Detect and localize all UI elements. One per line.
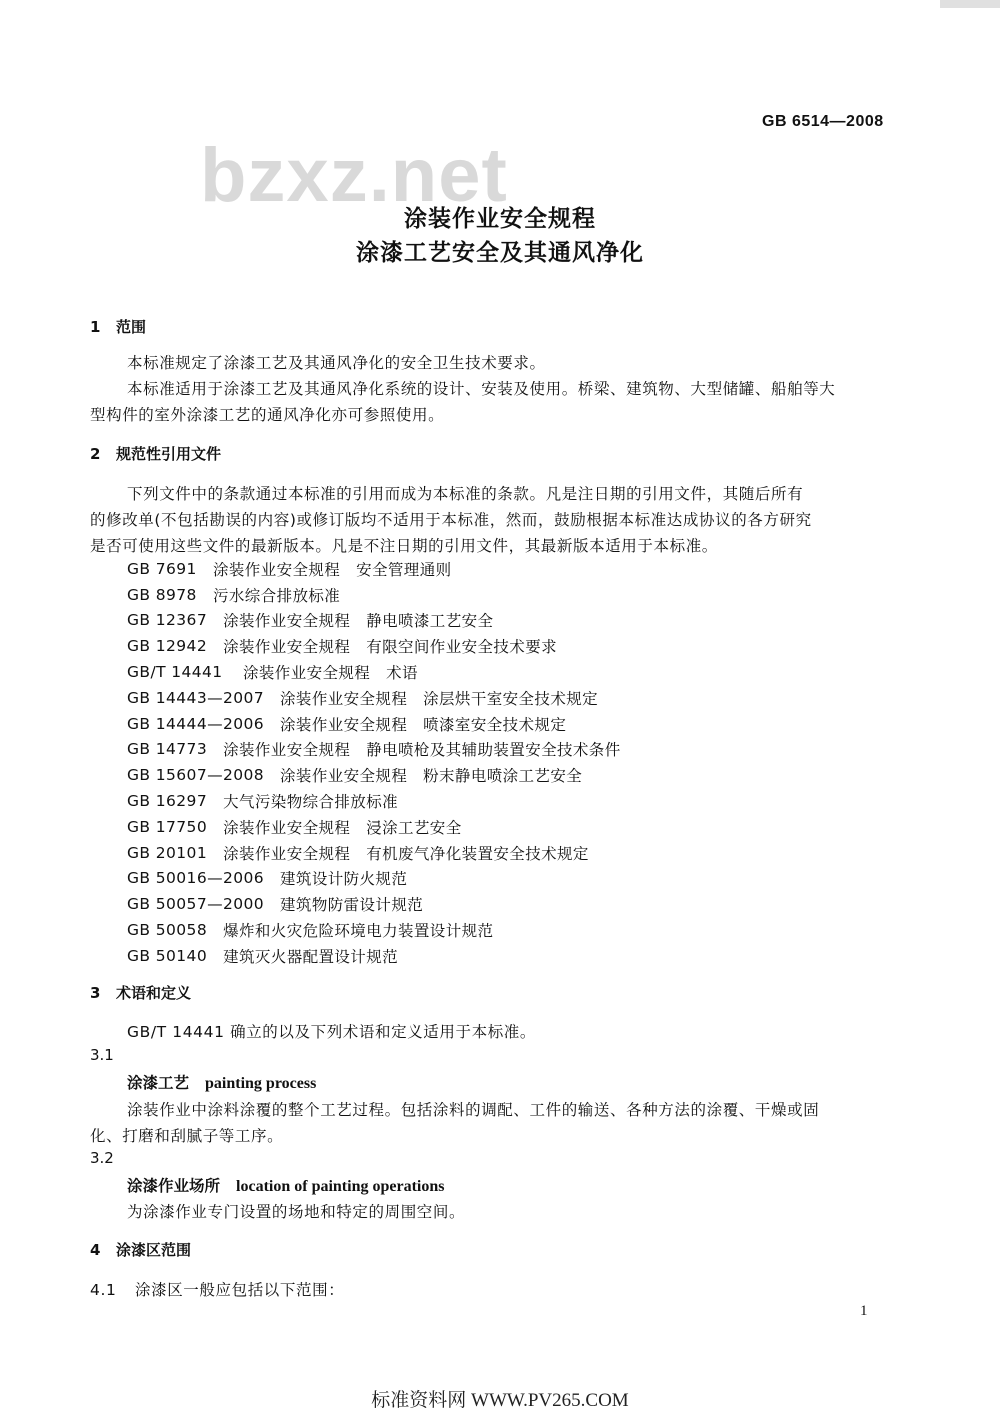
term-english: painting process — [205, 1075, 317, 1092]
reference-item — [127, 866, 621, 892]
paragraph: 下列文件中的条款通过本标准的引用而成为本标准的条款。凡是注日期的引用文件，其随后所有 — [127, 485, 804, 503]
reference-code: GB 12942 — [127, 637, 208, 656]
reference-title: 建筑设计防火规范 — [280, 870, 408, 889]
reference-item — [127, 814, 621, 840]
reference-code: GB 50140 — [127, 946, 208, 965]
reference-code: GB 20101 — [127, 843, 208, 862]
page-number: 1 — [860, 1303, 868, 1319]
reference-list — [127, 556, 621, 969]
top-corner-mark — [940, 0, 1000, 8]
reference-code: GB 8978 — [127, 585, 197, 604]
reference-item — [127, 685, 621, 711]
reference-code: GB 15607—2008 — [127, 766, 265, 785]
term-chinese: 涂漆作业场所 — [127, 1177, 221, 1195]
reference-title: 涂装作业安全规程 有限空间作业安全技术要求 — [223, 638, 557, 657]
clause-number: 4.1 — [90, 1281, 117, 1299]
reference-code: GB 14444—2006 — [127, 714, 265, 733]
footer-watermark: 标准资料网 WWW.PV265.COM — [371, 1390, 629, 1411]
clause-text: 涂漆区一般应包括以下范围： — [135, 1281, 345, 1299]
term-english: location of painting operations — [236, 1178, 445, 1195]
term-heading — [127, 1174, 444, 1196]
clause-4-1 — [90, 1278, 344, 1300]
section-number: 1 — [90, 318, 101, 336]
reference-code: GB 12367 — [127, 611, 208, 630]
section-title: 术语和定义 — [116, 984, 192, 1002]
reference-title: 涂装作业安全规程 粉末静电喷涂工艺安全 — [280, 767, 583, 786]
reference-item — [127, 556, 621, 582]
reference-title: 建筑灭火器配置设计规范 — [223, 947, 398, 966]
section-4-heading — [90, 1239, 191, 1260]
paragraph-continuation: 的修改单(不包括勘误的内容)或修订版均不适用于本标准，然而，鼓励根据本标准达成协议的各方研究 — [90, 511, 812, 529]
reference-title: 涂装作业安全规程 有机废气净化装置安全技术规定 — [223, 844, 589, 863]
paragraph: 本标准规定了涂漆工艺及其通风净化的安全卫生技术要求。 — [127, 354, 546, 372]
reference-item — [127, 762, 621, 788]
reference-code: GB 7691 — [127, 559, 197, 578]
reference-title: 涂装作业安全规程 安全管理通则 — [213, 560, 452, 579]
document-subtitle: 涂漆工艺安全及其通风净化 — [356, 240, 644, 266]
reference-item — [127, 608, 621, 634]
reference-code: GB 14773 — [127, 740, 208, 759]
section-number: 4 — [90, 1241, 101, 1259]
reference-code: GB 16297 — [127, 792, 208, 811]
reference-title: 建筑物防雷设计规范 — [280, 896, 424, 915]
term-definition-continuation: 化、打磨和刮腻子等工序。 — [90, 1127, 284, 1145]
reference-title: 涂装作业安全规程 术语 — [243, 664, 418, 683]
reference-code: GB 50016—2006 — [127, 869, 265, 888]
clause-number: 3.2 — [90, 1149, 114, 1167]
reference-item — [127, 840, 621, 866]
term-chinese: 涂漆工艺 — [127, 1074, 190, 1092]
reference-title: 涂装作业安全规程 静电喷枪及其辅助装置安全技术条件 — [223, 741, 621, 760]
reference-item — [127, 788, 621, 814]
reference-item — [127, 582, 621, 608]
section-title: 涂漆区范围 — [116, 1241, 192, 1259]
reference-title: 爆炸和火灾危险环境电力装置设计规范 — [223, 922, 494, 941]
section-2-heading — [90, 443, 221, 464]
term-heading — [127, 1071, 316, 1093]
paragraph: GB/T 14441 确立的以及下列术语和定义适用于本标准。 — [127, 1023, 536, 1041]
term-definition: 涂装作业中涂料涂覆的整个工艺过程。包括涂料的调配、工件的输送、各种方法的涂覆、干燥或固 — [127, 1101, 820, 1119]
paragraph-continuation: 是否可使用这些文件的最新版本。凡是不注日期的引用文件，其最新版本适用于本标准。 — [90, 537, 718, 555]
reference-title: 污水综合排放标准 — [213, 586, 341, 605]
document-title: 涂装作业安全规程 — [404, 206, 596, 232]
reference-title: 涂装作业安全规程 喷漆室安全技术规定 — [280, 715, 567, 734]
section-1-heading — [90, 316, 146, 337]
reference-title: 涂装作业安全规程 静电喷漆工艺安全 — [223, 612, 494, 631]
section-number: 3 — [90, 984, 101, 1002]
section-number: 2 — [90, 445, 101, 463]
reference-item — [127, 737, 621, 763]
reference-code: GB 50058 — [127, 921, 208, 940]
reference-item — [127, 891, 621, 917]
clause-number: 3.1 — [90, 1046, 114, 1064]
watermark: bzxz.net — [200, 133, 508, 218]
reference-code: GB 50057—2000 — [127, 895, 265, 914]
reference-code: GB 17750 — [127, 817, 208, 836]
section-title: 范围 — [116, 318, 147, 336]
reference-item — [127, 711, 621, 737]
reference-code: GB/T 14441 — [127, 663, 223, 682]
reference-item — [127, 917, 621, 943]
section-title: 规范性引用文件 — [116, 445, 222, 463]
reference-title: 大气污染物综合排放标准 — [223, 793, 398, 812]
reference-item — [127, 633, 621, 659]
reference-title: 涂装作业安全规程 浸涂工艺安全 — [223, 818, 462, 837]
standard-code: GB 6514—2008 — [762, 113, 884, 130]
term-definition: 为涂漆作业专门设置的场地和特定的周围空间。 — [127, 1203, 466, 1221]
paragraph-continuation: 型构件的室外涂漆工艺的通风净化亦可参照使用。 — [90, 406, 445, 424]
reference-item — [127, 943, 621, 969]
reference-title: 涂装作业安全规程 涂层烘干室安全技术规定 — [280, 689, 599, 708]
reference-code: GB 14443—2007 — [127, 688, 265, 707]
section-3-heading — [90, 982, 191, 1003]
reference-item — [127, 659, 621, 685]
paragraph: 本标准适用于涂漆工艺及其通风净化系统的设计、安装及使用。桥梁、建筑物、大型储罐、船舶等大 — [127, 380, 836, 398]
